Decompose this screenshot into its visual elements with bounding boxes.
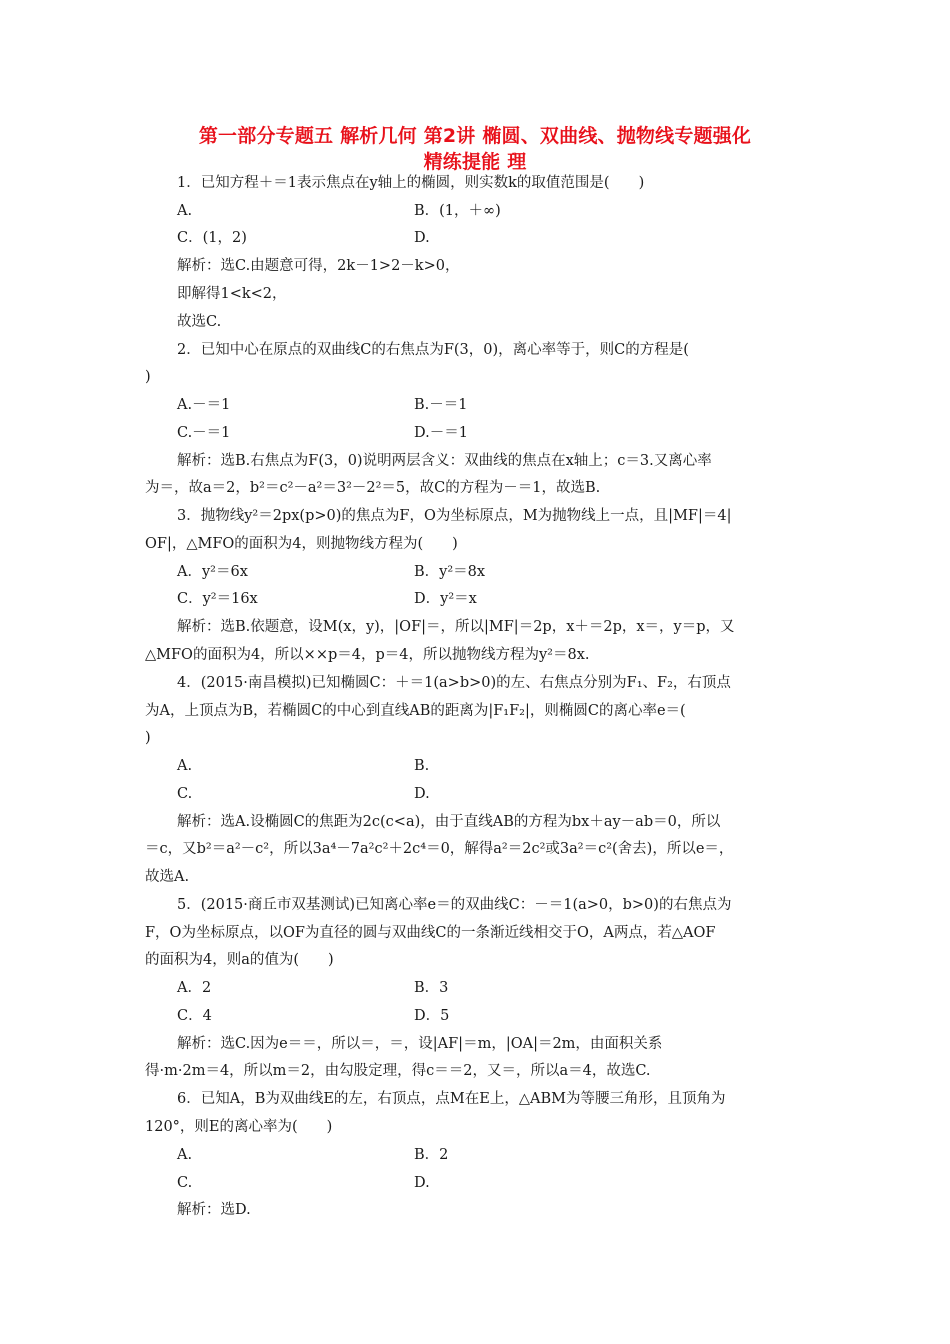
q2-option-a: A.－＝1 (177, 397, 231, 413)
q3-solution-1: 解析：选B.依题意，设M(x，y)，|OF|＝，所以|MF|＝2p，x＋＝2p，x＝，y＝p，又 (177, 619, 735, 635)
q6-option-b: B．2 (414, 1147, 449, 1163)
q2-option-b: B.－＝1 (414, 397, 468, 413)
q5-option-d: D．5 (414, 1008, 450, 1024)
q6-option-c: C. (177, 1175, 193, 1191)
q2-stem-2: ) (145, 369, 151, 385)
q1-option-c: C．(1，2) (177, 230, 247, 246)
q2-solution-1: 解析：选B.右焦点为F(3，0)说明两层含义：双曲线的焦点在x轴上；c＝3.又离心率 (177, 453, 712, 469)
q6-option-d: D. (414, 1175, 430, 1191)
q5-stem-1: 5．(2015·商丘市双基测试)已知离心率e＝的双曲线C：－＝1(a>0，b>0)的右焦点为 (177, 897, 732, 913)
q1-stem: 1．已知方程＋＝1表示焦点在y轴上的椭圆，则实数k的取值范围是( ) (177, 175, 645, 191)
q2-option-d: D.－＝1 (414, 425, 468, 441)
q4-option-a: A. (177, 758, 193, 774)
q6-option-a: A. (177, 1147, 193, 1163)
doc-title-line1: 第一部分专题五 解析几何 第2讲 椭圆、双曲线、抛物线专题强化 (198, 125, 752, 147)
q1-option-a: A. (177, 203, 193, 219)
q3-option-d: D．y²＝x (414, 591, 477, 607)
q3-stem-2: OF|，△MFO的面积为4，则抛物线方程为( ) (145, 536, 458, 552)
q6-stem-1: 6．已知A，B为双曲线E的左，右顶点，点M在E上，△ABM为等腰三角形，且顶角为 (177, 1091, 726, 1107)
q5-option-c: C．4 (177, 1008, 212, 1024)
q4-solution-3: 故选A. (145, 869, 190, 885)
q2-solution-2: 为＝，故a＝2，b²＝c²－a²＝3²－2²＝5，故C的方程为－＝1，故选B. (145, 480, 601, 496)
q2-stem-1: 2．已知中心在原点的双曲线C的右焦点为F(3，0)，离心率等于，则C的方程是( (177, 342, 689, 358)
q3-option-a: A．y²＝6x (177, 564, 248, 580)
q3-option-c: C．y²＝16x (177, 591, 258, 607)
q4-stem-2: 为A，上顶点为B，若椭圆C的中心到直线AB的距离为|F₁F₂|，则椭圆C的离心率e＝( (145, 703, 686, 719)
q1-solution-3: 故选C. (177, 314, 222, 330)
q6-stem-2: 120°，则E的离心率为( ) (145, 1119, 333, 1135)
q4-option-d: D. (414, 786, 430, 802)
q3-solution-2: △MFO的面积为4，所以××p＝4，p＝4，所以抛物线方程为y²＝8x. (145, 647, 590, 663)
q3-stem-1: 3．抛物线y²＝2px(p>0)的焦点为F，O为坐标原点，M为抛物线上一点，且|MF|＝4| (177, 508, 732, 524)
q5-solution-1: 解析：选C.因为e＝＝，所以＝，＝，设|AF|＝m，|OA|＝2m，由面积关系 (177, 1036, 663, 1052)
q4-solution-2: ＝c，又b²＝a²－c²，所以3a⁴－7a²c²＋2c⁴＝0，解得a²＝2c²或3a²＝c²(舍去)，所以e＝， (145, 841, 734, 857)
q2-option-c: C.－＝1 (177, 425, 231, 441)
q5-option-b: B．3 (414, 980, 449, 996)
q5-option-a: A．2 (177, 980, 212, 996)
q4-option-b: B. (414, 758, 430, 774)
q4-stem-3: ) (145, 730, 151, 746)
q4-stem-1: 4．(2015·南昌模拟)已知椭圆C：＋＝1(a>b>0)的左、右焦点分别为F₁、F₂，右顶点 (177, 675, 731, 691)
q1-option-b: B．(1，＋∞) (414, 203, 501, 219)
doc-title-line2: 精练提能 理 (423, 151, 527, 173)
q4-option-c: C. (177, 786, 193, 802)
q6-solution-1: 解析：选D. (177, 1202, 251, 1218)
q5-stem-2: F，O为坐标原点，以OF为直径的圆与双曲线C的一条渐近线相交于O，A两点，若△AOF (145, 925, 716, 941)
q4-solution-1: 解析：选A.设椭圆C的焦距为2c(c<a)，由于直线AB的方程为bx＋ay－ab＝0，所以 (177, 814, 721, 830)
q1-solution-1: 解析：选C.由题意可得，2k－1>2－k>0， (177, 258, 460, 274)
q1-option-d: D. (414, 230, 430, 246)
q1-solution-2: 即解得1<k<2， (177, 286, 287, 302)
q5-stem-3: 的面积为4，则a的值为( ) (145, 952, 334, 968)
q5-solution-2: 得·m·2m＝4，所以m＝2，由勾股定理，得c＝＝2，又＝，所以a＝4，故选C. (145, 1063, 651, 1079)
q3-option-b: B．y²＝8x (414, 564, 486, 580)
